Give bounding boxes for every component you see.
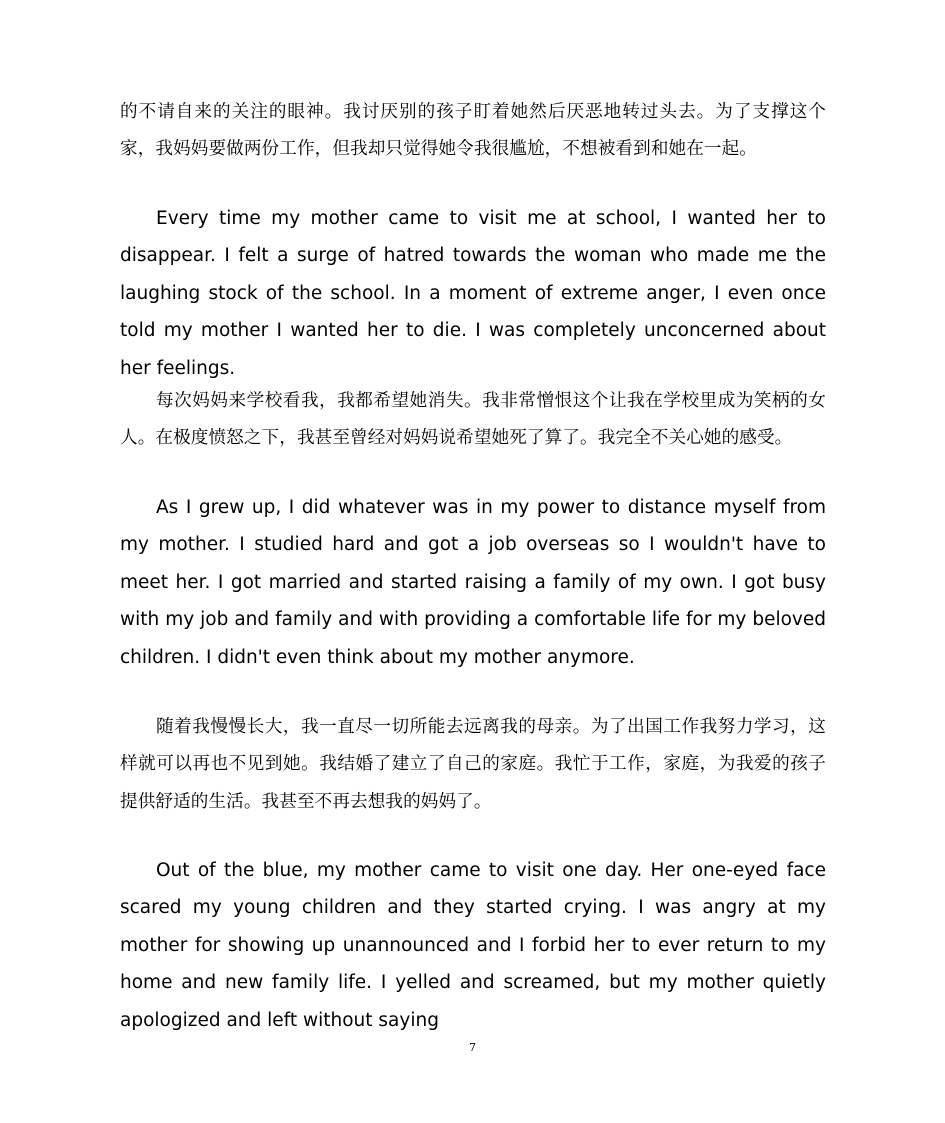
paragraph-chinese-continuation: 的不请自来的关注的眼神。我讨厌别的孩子盯着她然后厌恶地转过头去。为了支撑这个家，我妈妈要做两份工作，但我却只觉得她令我很尴尬，不想被看到和她在一起。 [120, 102, 826, 160]
paragraph-english-school-visit: Every time my mother came to visit me at school, I wanted her to disappear. I felt a surge of hatred towards the woman who made me the laughing stock of the school. In a moment of extreme anger, I even once told my mother I wanted her to die. I was completely unconcerned about her feelings. [120, 208, 826, 379]
paragraph-chinese-school-visit: 每次妈妈来学校看我，我都希望她消失。我非常憎恨这个让我在学校里成为笑柄的女人。在极度愤怒之下，我甚至曾经对妈妈说希望她死了算了。我完全不关心她的感受。 [120, 391, 826, 449]
paragraph-english-out-of-the-blue: Out of the blue, my mother came to visit one day. Her one-eyed face scared my young children and they started crying. I was angry at my mother for showing up unannounced and I forbid her to ever return to my home and new family life. I yelled and screamed, but my mother quietly apologized and left without saying [120, 860, 826, 1031]
paragraph-english-grew-up: As I grew up, I did whatever was in my power to distance myself from my mother. I studied hard and got a job overseas so I wouldn't have to meet her. I got married and started raising a family of my own. I got busy with my job and family and with providing a comfortable life for my beloved children. I didn't even think about my mother anymore. [120, 497, 826, 668]
page-number: 7 [469, 1041, 476, 1054]
paragraph-chinese-grew-up: 随着我慢慢长大，我一直尽一切所能去远离我的母亲。为了出国工作我努力学习，这样就可以再也不见到她。我结婚了建立了自己的家庭。我忙于工作，家庭，为我爱的孩子提供舒适的生活。我甚至不再去想我的妈妈了。 [120, 717, 826, 812]
